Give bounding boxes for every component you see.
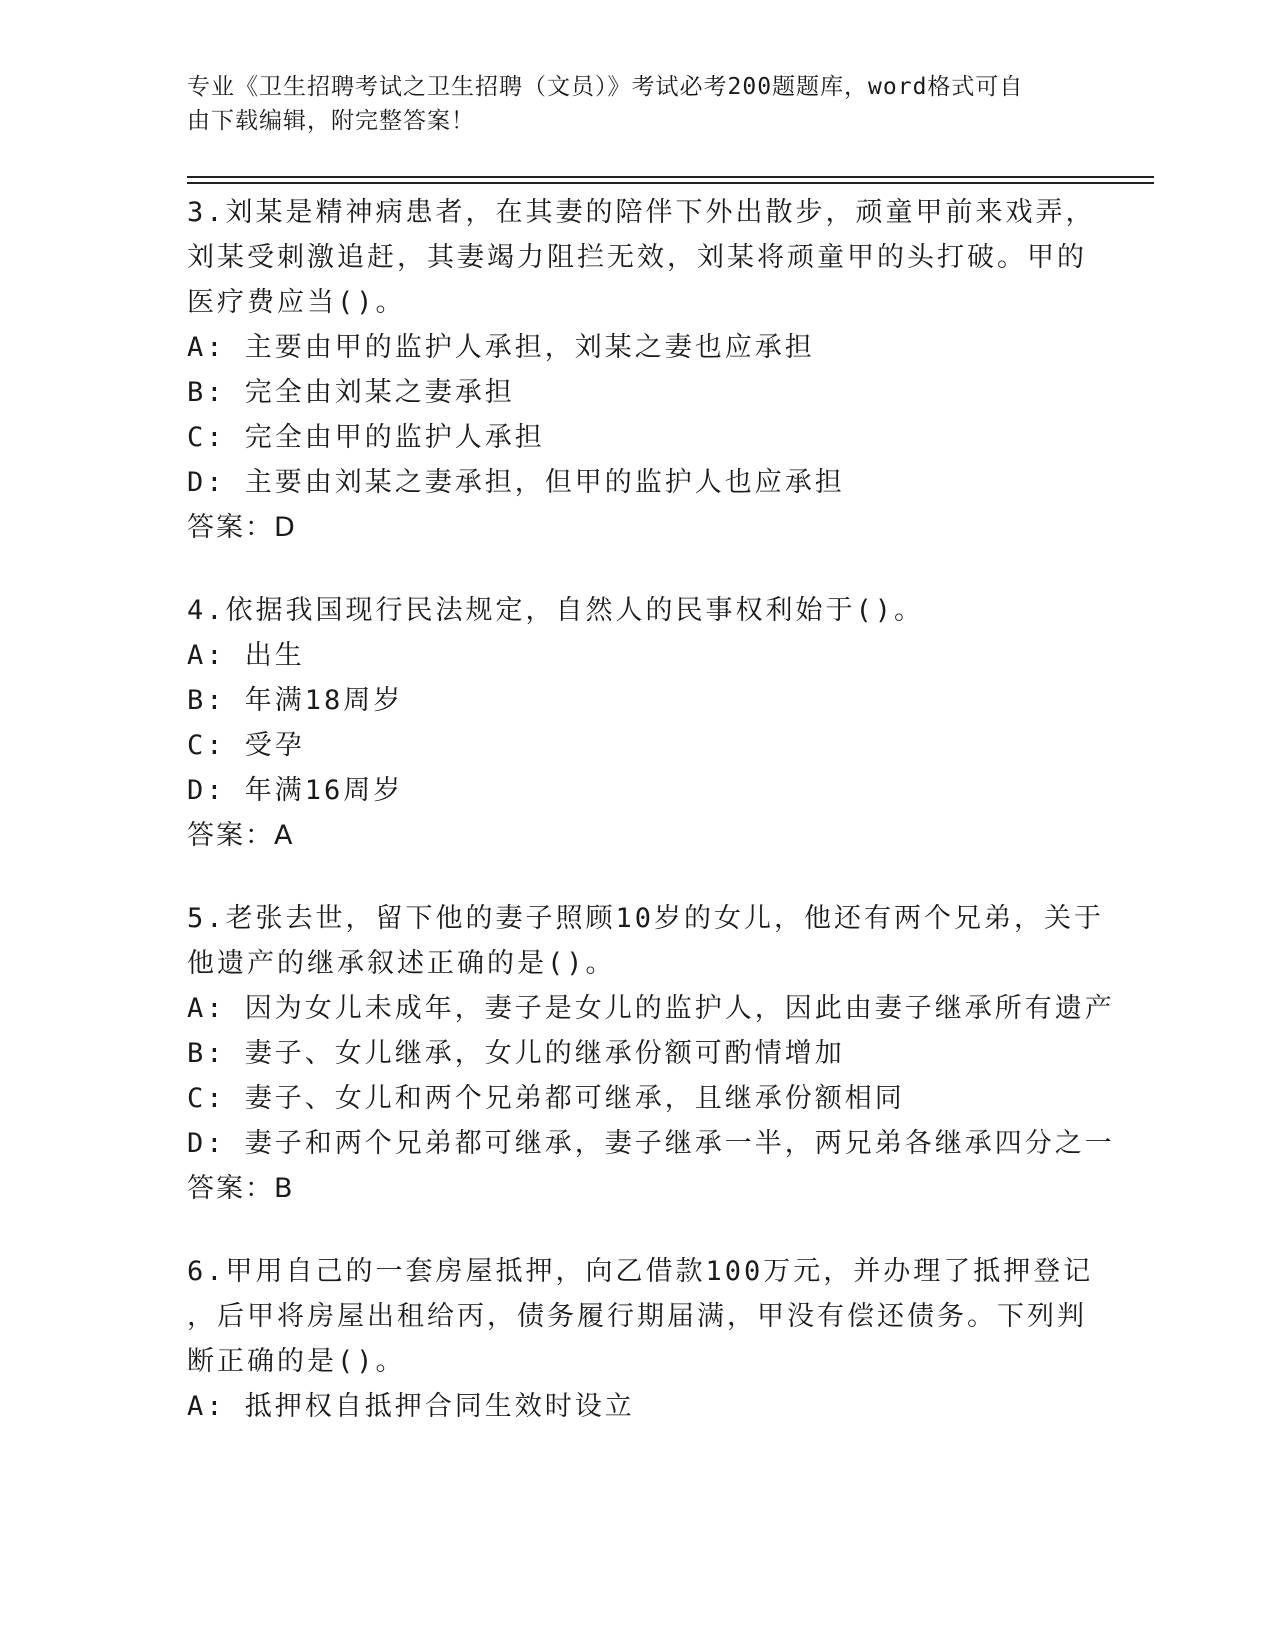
option-a: A: 主要由甲的监护人承担，刘某之妻也应承担	[187, 332, 815, 363]
option-a: A: 抵押权自抵押合同生效时设立	[187, 1391, 635, 1422]
question-3	[187, 190, 1147, 550]
question-text: 刘某受刺激追赶，其妻竭力阻拦无效，刘某将顽童甲的头打破。甲的	[187, 242, 1087, 273]
option-d: D: 妻子和两个兄弟都可继承，妻子继承一半，两兄弟各继承四分之一	[187, 1128, 1115, 1159]
answer-line: 答案：B	[187, 1173, 295, 1204]
question-text: 5.老张去世，留下他的妻子照顾10岁的女儿，他还有两个兄弟，关于	[187, 903, 1105, 934]
header-line-1: 专业《卫生招聘考试之卫生招聘（文员）》考试必考200题题库，word格式可自	[187, 74, 1024, 100]
question-list	[187, 190, 1147, 1467]
question-text: 3.刘某是精神病患者，在其妻的陪伴下外出散步，顽童甲前来戏弄，	[187, 197, 1096, 228]
question-text: ，后甲将房屋出租给丙，债务履行期届满，甲没有偿还债务。下列判	[187, 1301, 1087, 1332]
option-d: D: 主要由刘某之妻承担，但甲的监护人也应承担	[187, 467, 845, 498]
option-a: A: 因为女儿未成年，妻子是女儿的监护人，因此由妻子继承所有遗产	[187, 993, 1115, 1024]
document-header	[187, 70, 1067, 138]
option-d: D: 年满16周岁	[187, 775, 404, 806]
option-a: A: 出生	[187, 640, 305, 671]
option-c: C: 妻子、女儿和两个兄弟都可继承，且继承份额相同	[187, 1083, 905, 1114]
option-c: C: 完全由甲的监护人承担	[187, 422, 545, 453]
option-b: B: 妻子、女儿继承，女儿的继承份额可酌情增加	[187, 1038, 845, 1069]
option-b: B: 完全由刘某之妻承担	[187, 377, 515, 408]
question-4	[187, 588, 1147, 858]
question-6	[187, 1249, 1147, 1429]
header-line-2: 由下载编辑，附完整答案！	[187, 108, 475, 134]
question-text: 4.依据我国现行民法规定，自然人的民事权利始于()。	[187, 595, 925, 626]
question-text: 他遗产的继承叙述正确的是()。	[187, 948, 616, 979]
answer-line: 答案：A	[187, 820, 295, 851]
question-5	[187, 896, 1147, 1211]
option-b: B: 年满18周岁	[187, 685, 404, 716]
question-text: 6.甲用自己的一套房屋抵押，向乙借款100万元，并办理了抵押登记	[187, 1256, 1094, 1287]
question-text: 断正确的是()。	[187, 1346, 406, 1377]
header-divider-bottom	[187, 182, 1154, 184]
question-text: 医疗费应当()。	[187, 287, 406, 318]
header-divider-top	[187, 176, 1154, 178]
answer-line: 答案：D	[187, 512, 297, 543]
option-c: C: 受孕	[187, 730, 305, 761]
